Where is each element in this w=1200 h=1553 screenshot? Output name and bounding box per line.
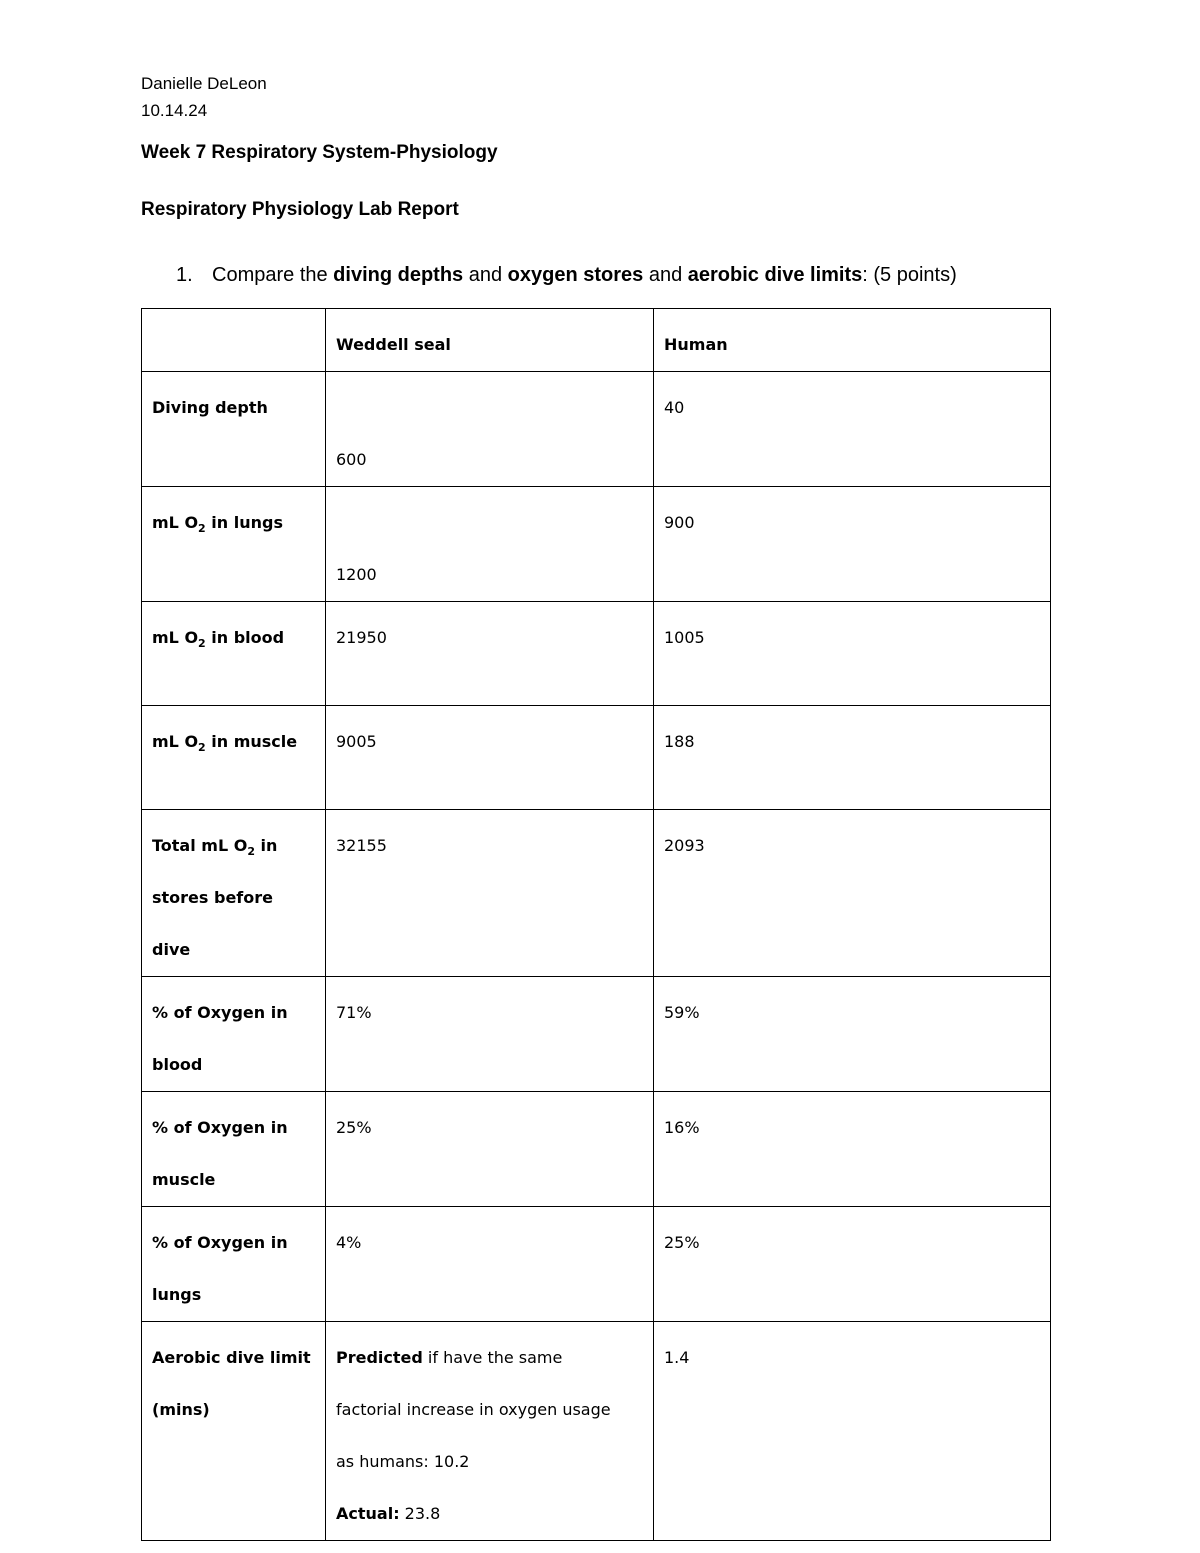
human-cell: 2093 — [654, 810, 1051, 977]
label-text: lungs — [152, 1285, 202, 1304]
seal-cell: 71% — [326, 977, 654, 1092]
seal-cell: 4% — [326, 1207, 654, 1322]
label-text: mL O — [152, 513, 199, 532]
label-text: blood — [152, 1055, 203, 1074]
human-cell: 59% — [654, 977, 1051, 1092]
human-cell: 40 — [654, 372, 1051, 487]
question-text: and — [643, 264, 688, 286]
human-cell: 1005 — [654, 602, 1051, 706]
human-cell: 188 — [654, 706, 1051, 810]
label-text: in blood — [205, 628, 285, 647]
label-text: in muscle — [205, 732, 298, 751]
table-row — [142, 706, 1051, 810]
label-subscript: 2 — [198, 522, 206, 536]
seal-cell: 21950 — [326, 602, 654, 706]
label-subscript: 2 — [247, 845, 255, 859]
label-subscript: 2 — [198, 741, 206, 755]
table-row — [142, 487, 1051, 602]
table-row — [142, 1092, 1051, 1207]
label-text: in lungs — [205, 513, 283, 532]
question-keyword: oxygen stores — [507, 264, 644, 286]
table-row — [142, 602, 1051, 706]
question-number: 1. — [176, 264, 193, 286]
document-date: 10.14.24 — [141, 101, 208, 120]
label-text: Aerobic dive limit — [152, 1348, 311, 1367]
row-label — [142, 487, 326, 602]
author-name: Danielle DeLeon — [141, 74, 267, 93]
row-label — [142, 1207, 326, 1322]
table-row — [142, 810, 1051, 977]
predicted-label: Predicted — [336, 1348, 423, 1367]
row-label — [142, 810, 326, 977]
row-label: Diving depth — [142, 372, 326, 487]
report-title: Respiratory Physiology Lab Report — [141, 199, 459, 220]
row-label — [142, 1322, 326, 1541]
human-cell: 900 — [654, 487, 1051, 602]
question-keyword: diving depths — [333, 264, 464, 286]
label-text: mL O — [152, 732, 199, 751]
label-text: Total mL O — [152, 836, 248, 855]
question-text: and — [463, 264, 508, 286]
label-text: muscle — [152, 1170, 216, 1189]
predicted-text: factorial increase in oxygen usage — [336, 1400, 611, 1419]
table-row — [142, 1322, 1051, 1541]
comparison-table — [141, 308, 1051, 1541]
label-text: in — [254, 836, 278, 855]
actual-label: Actual: — [336, 1504, 400, 1523]
table-row — [142, 977, 1051, 1092]
label-text: % of Oxygen in — [152, 1003, 288, 1022]
predicted-text: if have the same — [422, 1348, 563, 1367]
question-1 — [176, 264, 957, 287]
seal-cell: 32155 — [326, 810, 654, 977]
label-subscript: 2 — [198, 637, 206, 651]
label-text: mL O — [152, 628, 199, 647]
question-text: Compare the — [212, 264, 334, 286]
seal-value: 1200 — [336, 565, 377, 584]
human-cell: 1.4 — [654, 1322, 1051, 1541]
seal-cell — [326, 372, 654, 487]
seal-cell: 25% — [326, 1092, 654, 1207]
actual-value: 23.8 — [399, 1504, 441, 1523]
seal-cell — [326, 487, 654, 602]
row-label — [142, 602, 326, 706]
label-text: % of Oxygen in — [152, 1118, 288, 1137]
row-label — [142, 977, 326, 1092]
header-cell — [142, 309, 326, 372]
table-row — [142, 1207, 1051, 1322]
predicted-value: as humans: 10.2 — [336, 1452, 470, 1471]
seal-value: 600 — [336, 450, 367, 469]
row-label — [142, 706, 326, 810]
table-header-row — [142, 309, 1051, 372]
question-text: : (5 points) — [862, 264, 957, 286]
row-label — [142, 1092, 326, 1207]
header-cell: Human — [654, 309, 1051, 372]
label-text: stores before dive — [152, 888, 273, 959]
label-text: % of Oxygen in — [152, 1233, 288, 1252]
human-cell: 16% — [654, 1092, 1051, 1207]
question-keyword: aerobic dive limits — [687, 264, 863, 286]
seal-cell — [326, 1322, 654, 1541]
week-title: Week 7 Respiratory System-Physiology — [141, 142, 498, 163]
seal-cell: 9005 — [326, 706, 654, 810]
table-row — [142, 372, 1051, 487]
human-cell: 25% — [654, 1207, 1051, 1322]
header-cell: Weddell seal — [326, 309, 654, 372]
label-text: (mins) — [152, 1400, 210, 1419]
